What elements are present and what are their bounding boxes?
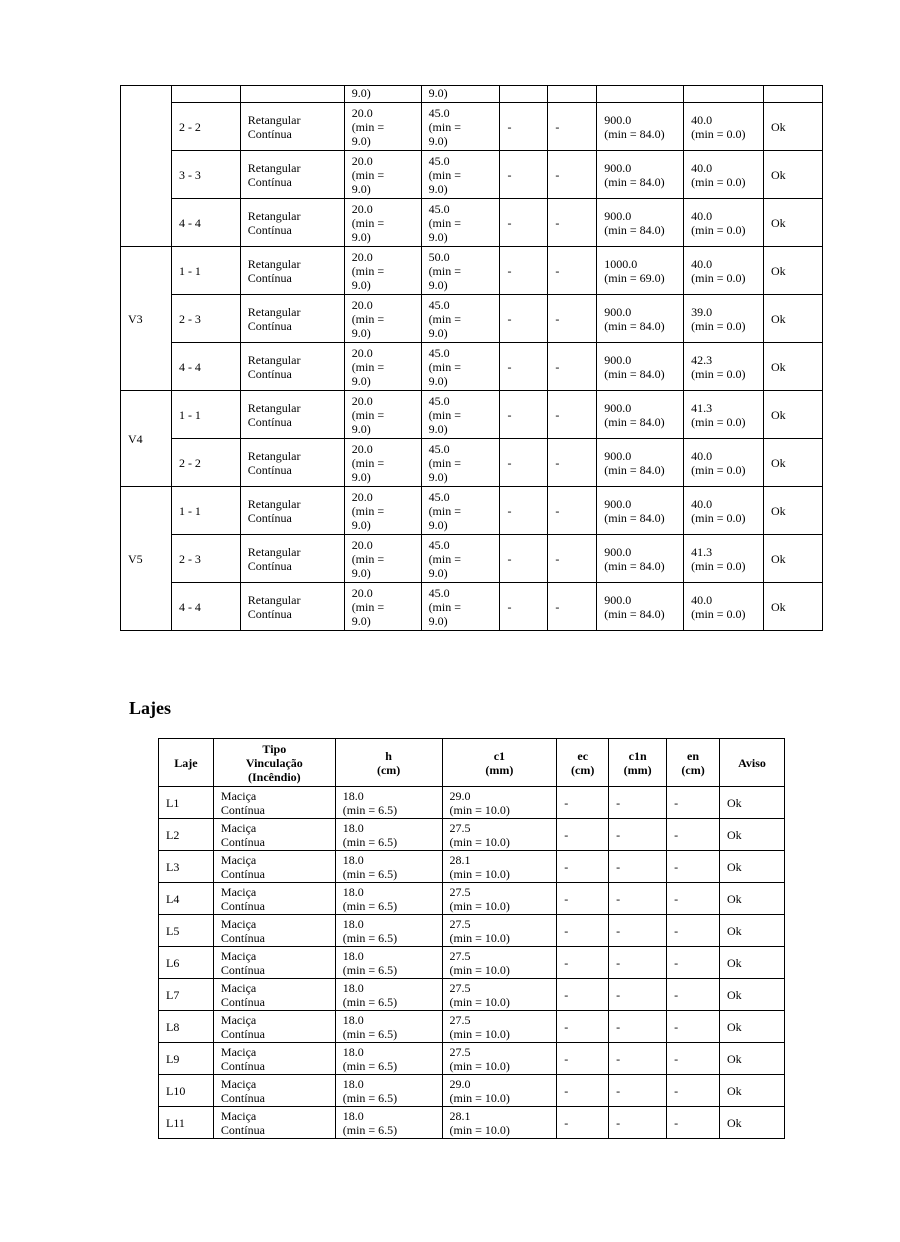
table-cell-b: - — [548, 583, 597, 631]
table-cell — [597, 86, 684, 103]
table-cell-b: - — [548, 103, 597, 151]
table-cell-a: - — [500, 391, 548, 439]
table-cell-aviso: Ok — [764, 439, 823, 487]
table-cell-tipo: Maciça Contínua — [213, 787, 335, 819]
table-cell-tipo: Maciça Contínua — [213, 979, 335, 1011]
lajes-table — [158, 738, 785, 1139]
viga-name-cell: V3 — [121, 247, 172, 391]
table-cell-c1: 45.0 (min = 9.0) — [421, 391, 500, 439]
table-cell-c1n: - — [609, 851, 667, 883]
table-cell-v1: 900.0 (min = 84.0) — [597, 439, 684, 487]
column-header: Tipo Vinculação (Incêndio) — [213, 739, 335, 787]
table-cell-aviso: Ok — [764, 487, 823, 535]
table-cell-tipo: Maciça Contínua — [213, 1011, 335, 1043]
table-cell-h: 18.0 (min = 6.5) — [335, 819, 442, 851]
table-cell-laje: L7 — [159, 979, 214, 1011]
table-cell-tipo: Retangular Contínua — [240, 151, 344, 199]
table-row — [121, 86, 823, 103]
table-cell-c1: 27.5 (min = 10.0) — [442, 1011, 557, 1043]
table-cell — [684, 86, 764, 103]
table-cell-tipo: Retangular Contínua — [240, 247, 344, 295]
table-row — [121, 535, 823, 583]
table-cell-ec: - — [557, 1107, 609, 1139]
table-cell — [548, 86, 597, 103]
table-cell-aviso: Ok — [764, 151, 823, 199]
table-row — [121, 295, 823, 343]
table-cell-tipo: Retangular Contínua — [240, 439, 344, 487]
table-cell-a: - — [500, 151, 548, 199]
table-cell-h: 20.0 (min = 9.0) — [344, 583, 421, 631]
table-cell-c1n: - — [609, 1011, 667, 1043]
table-cell-tipo: Maciça Contínua — [213, 1107, 335, 1139]
table-cell-a: - — [500, 247, 548, 295]
table-cell-a: - — [500, 439, 548, 487]
table-cell-face: 1 - 1 — [171, 487, 240, 535]
table-cell-tipo: Maciça Contínua — [213, 1043, 335, 1075]
table-cell-v2: 39.0 (min = 0.0) — [684, 295, 764, 343]
table-cell-c1: 45.0 (min = 9.0) — [421, 103, 500, 151]
table-cell-c1n: - — [609, 1075, 667, 1107]
table-cell-aviso: Ok — [764, 199, 823, 247]
table-cell-ec: - — [557, 1011, 609, 1043]
table-cell-b: - — [548, 487, 597, 535]
column-header: en (cm) — [667, 739, 720, 787]
table-cell-tipo: Retangular Contínua — [240, 487, 344, 535]
table-cell: 9.0) — [344, 86, 421, 103]
table-cell-tipo: Maciça Contínua — [213, 1075, 335, 1107]
table-cell-c1: 45.0 (min = 9.0) — [421, 439, 500, 487]
table-cell-h: 18.0 (min = 6.5) — [335, 1043, 442, 1075]
table-cell-h: 20.0 (min = 9.0) — [344, 151, 421, 199]
table-row — [121, 103, 823, 151]
table-row — [159, 819, 785, 851]
table-cell-aviso: Ok — [720, 787, 785, 819]
column-header: c1n (mm) — [609, 739, 667, 787]
table-cell-tipo: Retangular Contínua — [240, 535, 344, 583]
table-cell-face: 4 - 4 — [171, 199, 240, 247]
table-cell-laje: L4 — [159, 883, 214, 915]
viga-name-cell: V4 — [121, 391, 172, 487]
table-cell-ec: - — [557, 851, 609, 883]
table-cell-face: 1 - 1 — [171, 247, 240, 295]
table-cell-tipo: Retangular Contínua — [240, 295, 344, 343]
table-cell — [500, 86, 548, 103]
table-cell-ec: - — [557, 883, 609, 915]
table-cell-c1n: - — [609, 1107, 667, 1139]
table-cell-tipo: Maciça Contínua — [213, 915, 335, 947]
table-cell-c1n: - — [609, 979, 667, 1011]
table-cell-tipo: Maciça Contínua — [213, 883, 335, 915]
table-cell-aviso: Ok — [720, 947, 785, 979]
table-cell-en: - — [667, 1075, 720, 1107]
table-row — [159, 1011, 785, 1043]
table-cell-en: - — [667, 915, 720, 947]
table-cell-face: 2 - 2 — [171, 103, 240, 151]
table-cell-face: 2 - 2 — [171, 439, 240, 487]
table-cell-c1: 50.0 (min = 9.0) — [421, 247, 500, 295]
table-cell-c1: 28.1 (min = 10.0) — [442, 1107, 557, 1139]
table-cell-c1: 28.1 (min = 10.0) — [442, 851, 557, 883]
table-cell-aviso: Ok — [720, 1011, 785, 1043]
table-cell-en: - — [667, 787, 720, 819]
table-cell-c1: 45.0 (min = 9.0) — [421, 535, 500, 583]
table-row — [159, 1107, 785, 1139]
table-cell-face: 4 - 4 — [171, 583, 240, 631]
table-cell-aviso: Ok — [720, 819, 785, 851]
table-cell-h: 20.0 (min = 9.0) — [344, 439, 421, 487]
table-cell-en: - — [667, 851, 720, 883]
table-row — [159, 787, 785, 819]
table-cell-face: 1 - 1 — [171, 391, 240, 439]
table-cell-aviso: Ok — [764, 295, 823, 343]
table-cell-v1: 900.0 (min = 84.0) — [597, 103, 684, 151]
table-row — [121, 151, 823, 199]
table-cell-a: - — [500, 487, 548, 535]
table-cell-laje: L2 — [159, 819, 214, 851]
table-cell — [764, 86, 823, 103]
table-cell-v2: 40.0 (min = 0.0) — [684, 487, 764, 535]
table-cell-tipo: Retangular Contínua — [240, 343, 344, 391]
table-header-row — [159, 739, 785, 787]
table-cell-en: - — [667, 979, 720, 1011]
table-cell-c1: 45.0 (min = 9.0) — [421, 199, 500, 247]
table-cell-h: 18.0 (min = 6.5) — [335, 787, 442, 819]
table-cell-face: 2 - 3 — [171, 535, 240, 583]
table-cell-laje: L11 — [159, 1107, 214, 1139]
table-cell-c1: 27.5 (min = 10.0) — [442, 947, 557, 979]
table-cell-aviso: Ok — [720, 1075, 785, 1107]
table-cell-c1n: - — [609, 915, 667, 947]
table-cell-c1: 45.0 (min = 9.0) — [421, 343, 500, 391]
table-cell-a: - — [500, 103, 548, 151]
table-cell-en: - — [667, 1107, 720, 1139]
table-cell-v2: 41.3 (min = 0.0) — [684, 391, 764, 439]
viga-name-cell — [121, 86, 172, 247]
table-cell-face: 4 - 4 — [171, 343, 240, 391]
table-cell-a: - — [500, 295, 548, 343]
table-cell-ec: - — [557, 947, 609, 979]
table-cell-v1: 900.0 (min = 84.0) — [597, 535, 684, 583]
table-cell-laje: L5 — [159, 915, 214, 947]
table-cell-v2: 40.0 (min = 0.0) — [684, 583, 764, 631]
table-row — [159, 947, 785, 979]
table-cell-ec: - — [557, 1075, 609, 1107]
table-cell-c1: 29.0 (min = 10.0) — [442, 787, 557, 819]
table-cell-ec: - — [557, 1043, 609, 1075]
table-cell-a: - — [500, 535, 548, 583]
table-cell-ec: - — [557, 819, 609, 851]
table-cell-aviso: Ok — [720, 1107, 785, 1139]
table-cell-laje: L9 — [159, 1043, 214, 1075]
table-cell-v1: 900.0 (min = 84.0) — [597, 295, 684, 343]
table-cell-face: 2 - 3 — [171, 295, 240, 343]
table-cell-v1: 900.0 (min = 84.0) — [597, 343, 684, 391]
table-cell-aviso: Ok — [720, 1043, 785, 1075]
table-cell-b: - — [548, 439, 597, 487]
table-row — [121, 247, 823, 295]
table-cell-h: 20.0 (min = 9.0) — [344, 247, 421, 295]
table-cell-ec: - — [557, 915, 609, 947]
table-row — [159, 883, 785, 915]
table-cell-b: - — [548, 151, 597, 199]
table-cell-aviso: Ok — [764, 103, 823, 151]
table-cell-h: 18.0 (min = 6.5) — [335, 915, 442, 947]
table-cell-h: 18.0 (min = 6.5) — [335, 851, 442, 883]
table-cell-en: - — [667, 1043, 720, 1075]
table-cell-face: 3 - 3 — [171, 151, 240, 199]
table-cell-c1: 27.5 (min = 10.0) — [442, 883, 557, 915]
table-cell-aviso: Ok — [720, 915, 785, 947]
table-cell-h: 18.0 (min = 6.5) — [335, 947, 442, 979]
table-cell-v1: 900.0 (min = 84.0) — [597, 199, 684, 247]
table-cell-v2: 40.0 (min = 0.0) — [684, 151, 764, 199]
table-cell-h: 20.0 (min = 9.0) — [344, 295, 421, 343]
table-row — [159, 1043, 785, 1075]
table-cell-v2: 40.0 (min = 0.0) — [684, 247, 764, 295]
table-cell-h: 20.0 (min = 9.0) — [344, 535, 421, 583]
table-cell-aviso: Ok — [720, 883, 785, 915]
table-cell-tipo: Retangular Contínua — [240, 391, 344, 439]
table-cell-h: 18.0 (min = 6.5) — [335, 883, 442, 915]
column-header: c1 (mm) — [442, 739, 557, 787]
table-cell-v2: 41.3 (min = 0.0) — [684, 535, 764, 583]
table-cell-aviso: Ok — [764, 247, 823, 295]
table-cell-a: - — [500, 583, 548, 631]
table-cell-c1: 29.0 (min = 10.0) — [442, 1075, 557, 1107]
table-cell-aviso: Ok — [720, 851, 785, 883]
table-cell-en: - — [667, 947, 720, 979]
column-header: Aviso — [720, 739, 785, 787]
table-cell-a: - — [500, 343, 548, 391]
table-cell-b: - — [548, 535, 597, 583]
table-cell-en: - — [667, 1011, 720, 1043]
table-cell-c1: 45.0 (min = 9.0) — [421, 487, 500, 535]
table-cell-c1: 45.0 (min = 9.0) — [421, 295, 500, 343]
table-cell-c1: 45.0 (min = 9.0) — [421, 151, 500, 199]
table-row — [159, 979, 785, 1011]
column-header: h (cm) — [335, 739, 442, 787]
table-cell-h: 20.0 (min = 9.0) — [344, 487, 421, 535]
table-cell-laje: L1 — [159, 787, 214, 819]
table-cell-en: - — [667, 883, 720, 915]
table-cell-aviso: Ok — [764, 583, 823, 631]
table-cell-v2: 42.3 (min = 0.0) — [684, 343, 764, 391]
table-cell-aviso: Ok — [764, 391, 823, 439]
table-cell-ec: - — [557, 979, 609, 1011]
table-cell: 9.0) — [421, 86, 500, 103]
table-cell-h: 18.0 (min = 6.5) — [335, 979, 442, 1011]
table-cell-laje: L8 — [159, 1011, 214, 1043]
table-cell-ec: - — [557, 787, 609, 819]
table-cell-c1n: - — [609, 947, 667, 979]
table-cell-v1: 900.0 (min = 84.0) — [597, 151, 684, 199]
table-cell-v2: 40.0 (min = 0.0) — [684, 439, 764, 487]
table-cell-h: 20.0 (min = 9.0) — [344, 391, 421, 439]
table-row — [121, 343, 823, 391]
table-row — [121, 391, 823, 439]
table-cell-c1n: - — [609, 883, 667, 915]
section-title: Lajes — [129, 698, 171, 718]
table-row — [121, 583, 823, 631]
table-cell-b: - — [548, 391, 597, 439]
viga-name-cell: V5 — [121, 487, 172, 631]
table-cell-v1: 900.0 (min = 84.0) — [597, 583, 684, 631]
table-cell-tipo: Maciça Contínua — [213, 851, 335, 883]
table-cell-v2: 40.0 (min = 0.0) — [684, 199, 764, 247]
table-cell-laje: L10 — [159, 1075, 214, 1107]
column-header: Laje — [159, 739, 214, 787]
table-row — [159, 1075, 785, 1107]
table-row — [121, 487, 823, 535]
table-cell-h: 20.0 (min = 9.0) — [344, 103, 421, 151]
table-cell-c1: 27.5 (min = 10.0) — [442, 979, 557, 1011]
table-row — [121, 199, 823, 247]
table-cell-v1: 900.0 (min = 84.0) — [597, 487, 684, 535]
table-cell-a: - — [500, 199, 548, 247]
table-cell-aviso: Ok — [764, 535, 823, 583]
table-cell-laje: L3 — [159, 851, 214, 883]
table-cell-c1n: - — [609, 819, 667, 851]
table-cell-aviso: Ok — [720, 979, 785, 1011]
table-cell-c1: 27.5 (min = 10.0) — [442, 915, 557, 947]
table-cell-b: - — [548, 247, 597, 295]
table-cell-v2: 40.0 (min = 0.0) — [684, 103, 764, 151]
table-cell-h: 18.0 (min = 6.5) — [335, 1011, 442, 1043]
table-cell — [171, 86, 240, 103]
table-cell-en: - — [667, 819, 720, 851]
table-cell-tipo: Retangular Contínua — [240, 583, 344, 631]
table-cell-tipo: Maciça Contínua — [213, 819, 335, 851]
table-cell-v1: 1000.0 (min = 69.0) — [597, 247, 684, 295]
table-cell-c1: 27.5 (min = 10.0) — [442, 1043, 557, 1075]
table-cell-tipo: Retangular Contínua — [240, 199, 344, 247]
table-cell — [240, 86, 344, 103]
table-row — [159, 851, 785, 883]
table-cell-aviso: Ok — [764, 343, 823, 391]
table-cell-b: - — [548, 343, 597, 391]
vigas-table — [120, 85, 823, 631]
table-cell-c1: 45.0 (min = 9.0) — [421, 583, 500, 631]
table-cell-c1n: - — [609, 787, 667, 819]
table-cell-h: 20.0 (min = 9.0) — [344, 343, 421, 391]
table-cell-tipo: Maciça Contínua — [213, 947, 335, 979]
table-cell-c1n: - — [609, 1043, 667, 1075]
table-cell-tipo: Retangular Contínua — [240, 103, 344, 151]
table-cell-v1: 900.0 (min = 84.0) — [597, 391, 684, 439]
table-cell-h: 18.0 (min = 6.5) — [335, 1075, 442, 1107]
table-cell-c1: 27.5 (min = 10.0) — [442, 819, 557, 851]
table-row — [159, 915, 785, 947]
table-cell-b: - — [548, 199, 597, 247]
table-cell-b: - — [548, 295, 597, 343]
table-cell-h: 20.0 (min = 9.0) — [344, 199, 421, 247]
table-row — [121, 439, 823, 487]
table-cell-h: 18.0 (min = 6.5) — [335, 1107, 442, 1139]
table-cell-laje: L6 — [159, 947, 214, 979]
column-header: ec (cm) — [557, 739, 609, 787]
